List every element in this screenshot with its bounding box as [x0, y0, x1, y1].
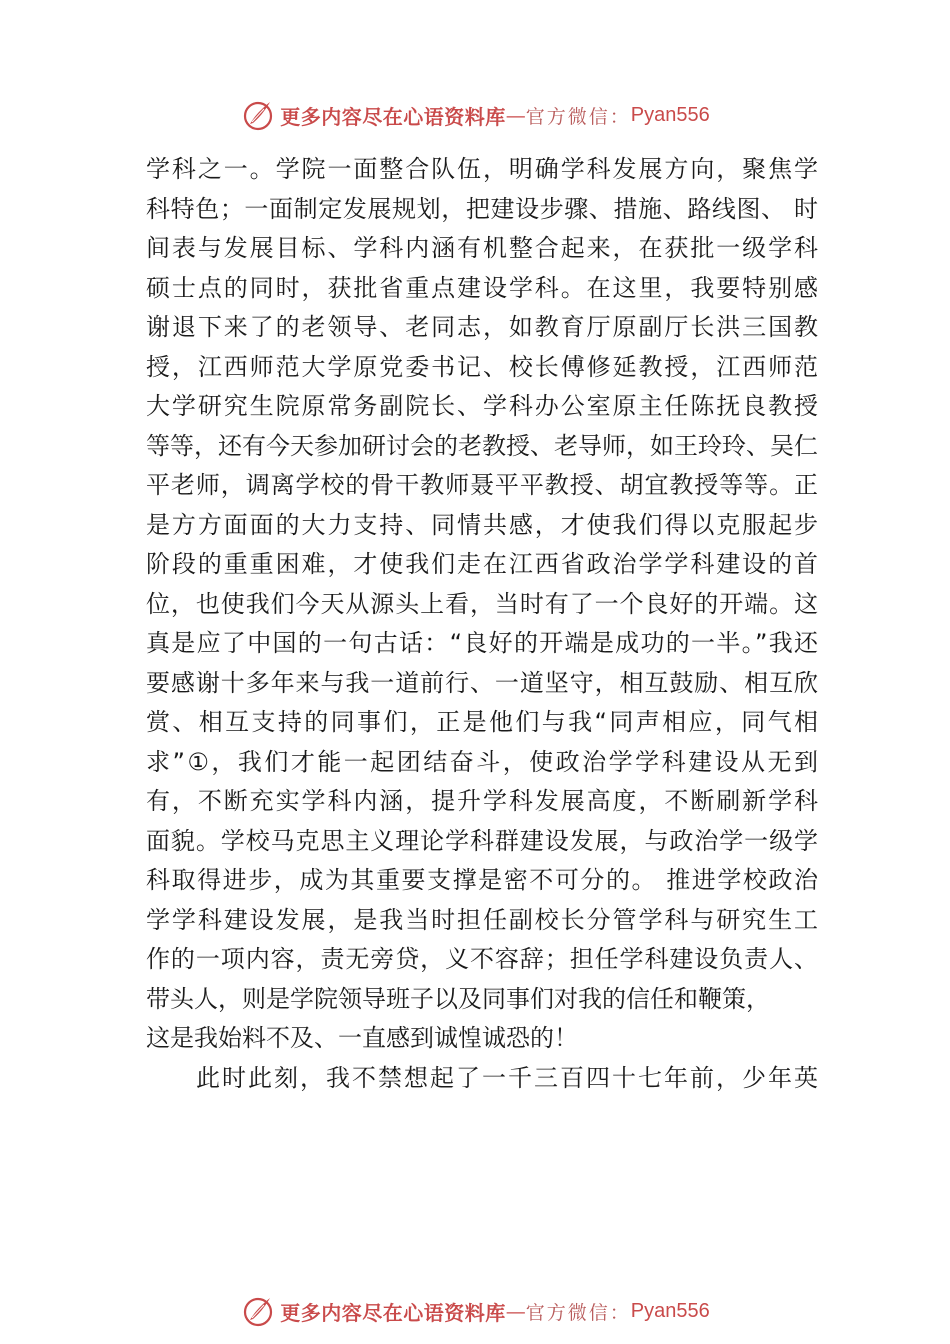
text-line: 学科之一。学院一面整合队伍，明确学科发展方向，聚焦学	[146, 155, 818, 183]
text-line: 科取得进步，成为其重要支撑是密不可分的。 推进学校政治	[146, 866, 818, 894]
text-line: 真是应了中国的一句古话：“良好的开端是成功的一半。”我还	[146, 629, 818, 657]
banner-colon: ：	[609, 105, 629, 128]
text-line: 这是我始料不及、一直感到诚惶诚恐的！	[146, 1024, 578, 1052]
text-line: 授，江西师范大学原党委书记、校长傅修延教授，江西师范	[146, 352, 818, 381]
quill-logo-icon	[240, 1293, 276, 1329]
text-line: 谢退下来了的老领导、老同志，如教育厅原副厅长洪三国教	[146, 313, 818, 341]
banner-wechat-label: 官方微信	[525, 105, 610, 128]
text-line: 平老师，调离学校的骨干教师聂平平教授、胡宜教授等等。正	[146, 471, 818, 499]
banner-title: 更多内容尽在心语资料库	[280, 1300, 506, 1325]
paragraph-start-line: 此时此刻，我不禁想起了一千三百四十七年前，少年英	[196, 1063, 818, 1092]
text-line: 硕士点的同时，获批省重点建设学科。在这里，我要特别感	[146, 273, 818, 302]
text-line: 带头人，则是学院领导班子以及同事们对我的信任和鞭策，	[146, 984, 770, 1013]
footer-banner	[0, 1292, 950, 1330]
text-line: 大学研究生院原常务副院长、学科办公室原主任陈抚良教授	[146, 392, 818, 420]
text-line: 阶段的重重困难，才使我们走在江西省政治学学科建设的首	[146, 550, 818, 578]
text-line: 作的一项内容，责无旁贷，义不容辞；担任学科建设负责人、	[146, 945, 818, 973]
text-line: 面貌。学校马克思主义理论学科群建设发展，与政治学一级学	[146, 826, 818, 855]
text-line: 是方方面面的大力支持、同情共感，才使我们得以克服起步	[146, 510, 818, 539]
text-line: 赏、相互支持的同事们，正是他们与我“同声相应，同气相	[146, 708, 818, 736]
text-line: 科特色；一面制定发展规划，把建设步骤、措施、路线图、 时	[146, 194, 818, 223]
banner-wechat-id: Pyan556	[630, 103, 710, 126]
banner-wechat-id: Pyan556	[630, 1299, 710, 1322]
banner-separator: —	[505, 1299, 526, 1323]
header-banner	[0, 96, 950, 134]
banner-separator: —	[505, 103, 526, 127]
text-line: 求”①，我们才能一起团结奋斗，使政治学学科建设从无到	[146, 747, 818, 776]
document-body	[146, 150, 818, 1098]
text-line: 间表与发展目标、学科内涵有机整合起来，在获批一级学科	[146, 234, 818, 262]
banner-wechat-label: 官方微信	[525, 1301, 610, 1324]
text-line: 等等，还有今天参加研讨会的老教授、老导师，如王玲玲、吴仁	[146, 431, 818, 460]
text-line: 学学科建设发展，是我当时担任副校长分管学科与研究生工	[146, 905, 818, 934]
banner-title: 更多内容尽在心语资料库	[280, 104, 506, 129]
banner-colon: ：	[609, 1301, 629, 1324]
text-line: 要感谢十多年来与我一道前行、一道坚守，相互鼓励、相互欣	[146, 668, 818, 697]
text-line: 有，不断充实学科内涵，提升学科发展高度，不断刷新学科	[146, 787, 818, 815]
quill-logo-icon	[240, 97, 276, 133]
text-line: 位，也使我们今天从源头上看，当时有了一个良好的开端。这	[146, 589, 818, 618]
